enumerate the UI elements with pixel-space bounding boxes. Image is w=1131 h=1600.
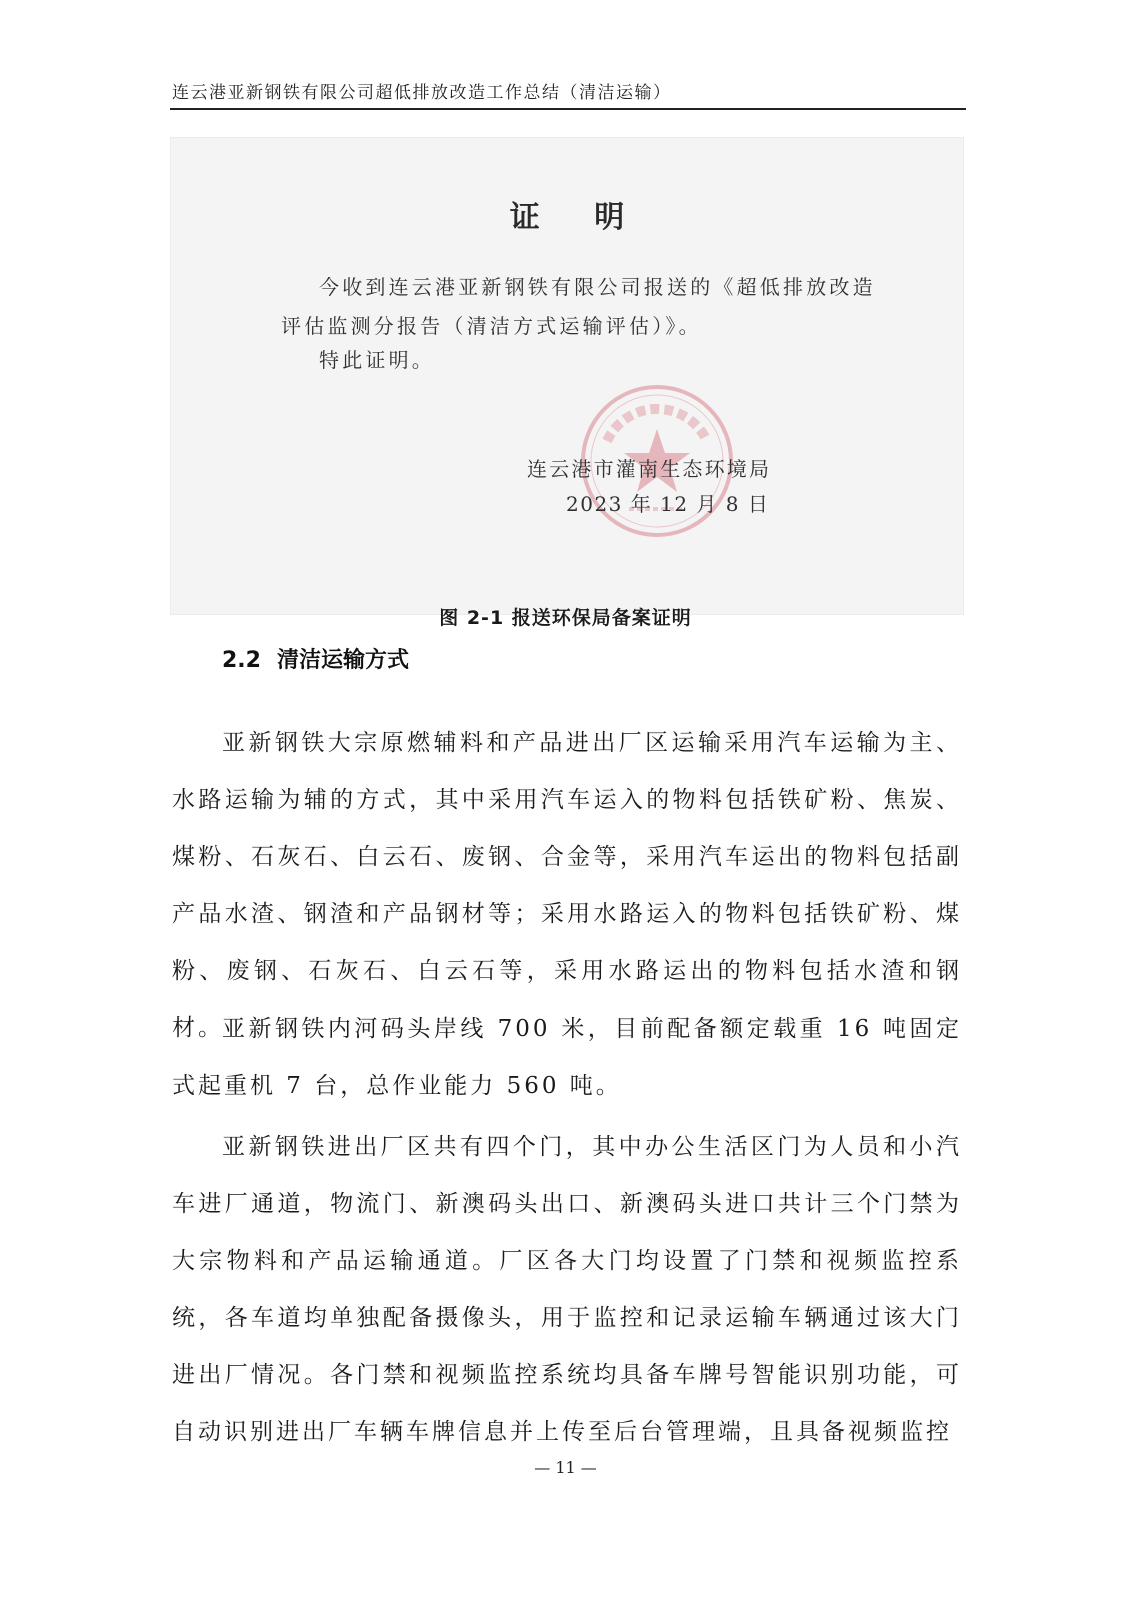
certificate-line-1: 今收到连云港亚新钢铁有限公司报送的《超低排放改造 — [319, 275, 876, 299]
body-paragraph-3: 亚新钢铁进出厂区共有四个门，其中办公生活区门为人员和小汽车进厂通道，物流门、新澳码头出口、新澳码头进口共计三个门禁为大宗物料和产品运输通道。厂区各大门均设置了门禁和视频监控系统，各车道均单独配备摄像头，用于监控和记录运输车辆通过该大门进出厂情况。各门禁和视频监控系统均具备车牌号智能识别功能，可自动识别进出厂车辆车牌信息并上传至后台管理端，且具备视频监控 — [172, 1134, 962, 1445]
certificate-line-2: 评估监测分报告（清洁方式运输评估）》。 — [281, 314, 702, 338]
certificate-title: 证 明 — [509, 200, 647, 235]
section-heading — [222, 643, 409, 674]
section-number: 2.2 — [222, 648, 261, 673]
running-header: 连云港亚新钢铁有限公司超低排放改造工作总结（清洁运输） — [172, 83, 672, 103]
certificate-agency: 连云港市灌南生态环境局 — [527, 457, 772, 481]
section-title: 清洁运输方式 — [276, 648, 409, 673]
figure-caption: 图 2-1 报送环保局备案证明 — [439, 607, 692, 629]
page-number: — 11 — — [534, 1458, 597, 1477]
body-paragraph-1: 亚新钢铁大宗原燃辅料和产品进出厂区运输采用汽车运输为主、水路运输为辅的方式，其中采用汽车运入的物料包括铁矿粉、焦炭、煤粉、石灰石、白云石、废钢、合金等，采用汽车运出的物料包括副产品水渣、钢渣和产品钢材等；采用水路运入的物料包括铁矿粉、煤粉、废钢、石灰石、白云石等，采用水路运出的物料包括水渣和钢材。 — [172, 730, 962, 1041]
body-paragraph-2: 亚新钢铁内河码头岸线 700 米，目前配备额定载重 16 吨固定式起重机 7 台，总作业能力 560 吨。 — [172, 1016, 962, 1099]
header-rule — [170, 108, 966, 110]
certificate-image — [170, 137, 964, 615]
certificate-date: 2023 年 12 月 8 日 — [566, 492, 770, 516]
certificate-line-3: 特此证明。 — [319, 348, 435, 372]
